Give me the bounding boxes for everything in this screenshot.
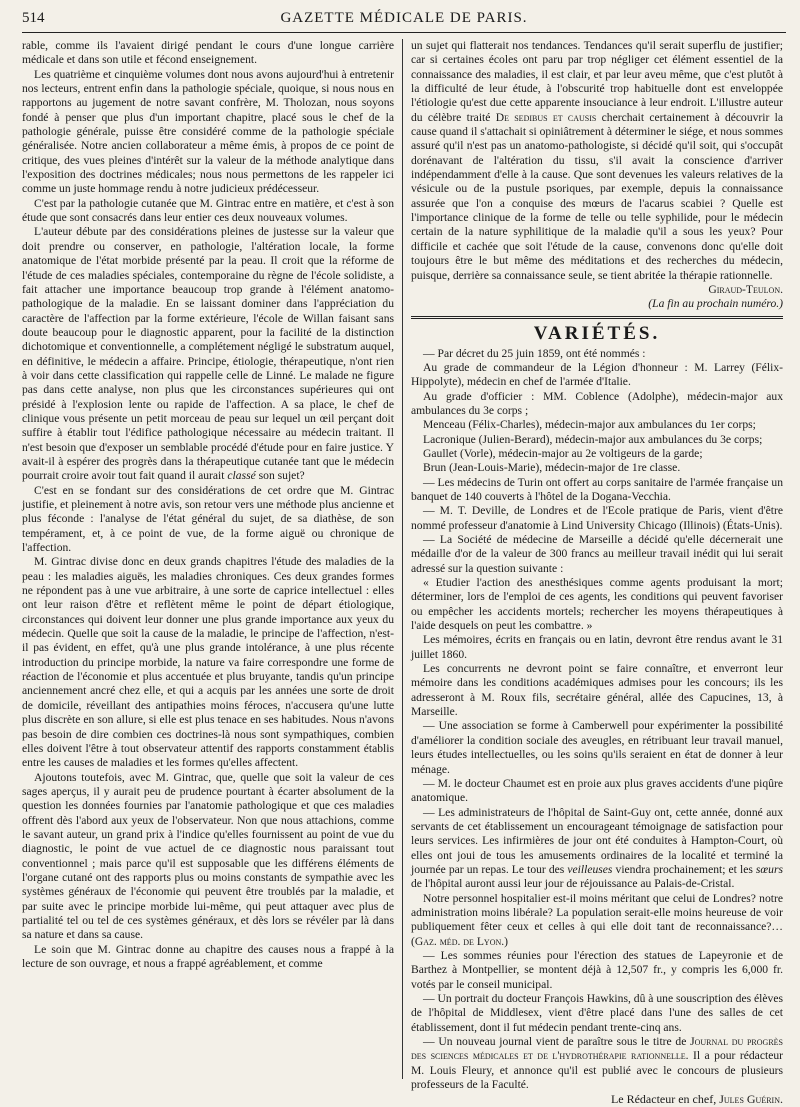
news-item: Menceau (Félix-Charles), médecin-major aux ambulances du 1er corps; <box>423 418 756 432</box>
journal-title: Journal du progrès des sciences médicales et de l'hydrothérapie rationnelle <box>411 1035 783 1063</box>
emphasis: veilleuses <box>567 862 613 876</box>
news-item: Au grade d'officier : MM. Coblence (Adolphe), médecin-major aux ambulances du 3e corps ; <box>411 389 783 417</box>
news-item: — M. le docteur Chaumet est en proie aux plus graves accidents d'une piqûre anatomique. <box>411 776 783 805</box>
editor-label: Le Rédacteur en chef, <box>610 1092 720 1107</box>
page-header <box>22 6 786 33</box>
left-column <box>22 39 402 1079</box>
news-item <box>411 1035 783 1092</box>
right-column <box>403 39 784 1107</box>
paragraph-text: son sujet? <box>255 469 305 483</box>
paragraph: rable, comme ils l'avaient dirigé pendant le cours d'une longue carrière médicale et dans son utile et fécond enseignement. <box>22 39 394 67</box>
news-item: — Les médecins de Turin ont offert au corps sanitaire de l'armée française un banquet de 140 couverts à l'hôtel de la Dogana-Vecchia. <box>411 475 783 503</box>
news-item <box>411 892 783 949</box>
paragraph-text: — Les administrateurs de l'hôpital de Saint-Guy ont, cette année, donné aux servants de cet établissement un encourageant témoignage de satisfaction pour leurs services. Les infirmières de jour ont été conduites à Hampton-Court, où elles ont joui de tous les amusements ordinaires de la localité et terminé la journée par un repas. Le tour des <box>411 805 783 876</box>
paragraph-text: cherchait certainement à découvrir la cause quand il s'attachait si opiniâtrement à déterminer le siége, et nous sommes assuré qu'il n'est pas un anatomo-pathologiste, si décidé qu'il soit, qui s'occupât dorénavant de l'altération du tissu, s'il avait la conscience d'arriver indépendamment d'elle à la cause. Que sont devenues les valeurs relatives de la vésicule ou de la pustule psoriques, par exemple, depuis la connaissance assurée que l'on a conquise des mœurs de l'acarus scabiei ? Quelle est l'importance clinique de la forme de telle ou telle syphilide, pour le médecin certain de la nature syphilitique de la maladie qu'il a sous les yeux? Pour difficile et cachée que soit l'étude de la cause, convenons donc qu'elle doit toujours être le but même des méditations et des recherches du médecin, puisque, derrière sa connaissance seule, se tient abritée la thérapie rationnelle. <box>411 110 784 282</box>
news-item: Au grade de commandeur de la Légion d'honneur : M. Larrey (Félix-Hippolyte), médecin en chef de l'armée d'Italie. <box>411 360 783 389</box>
news-item: — Un portrait du docteur François Hawkins, dû à une souscription des élèves de l'hôpital de Middlesex, vient d'être placé dans l'une des salles de cet établissement, dont il fut médecin pendant trente-cinq ans. <box>411 992 783 1034</box>
paragraph-text: — Un nouveau journal vient de paraître sous le titre de <box>423 1035 691 1049</box>
paragraph: Les quatrième et cinquième volumes dont nous avons aujourd'hui à entretenir nos lecteurs, entrent enfin dans la pathologie spéciale, quoique, si nous nous en rapportons au jugement de notre savant confrère, M. Tholozan, nous soyons fondé à penser que plus d'un important chapitre, placé sous le chef de la pathologie générale, puisse être considéré comme de la pathologie spéciale généralisée. Notre ancien collaborateur a même émis, à propos de ce point de critique, des vues pleines d'intérêt sur la valeur de la méthode analytique dans l'exposition des doctrines médicales; nous nous permettons de les rappeler ici comme un juste hommage rendu à notre judicieux prédécesseur. <box>22 67 394 196</box>
section-divider <box>411 316 783 319</box>
paragraph-text: un sujet qui flatterait nos tendances. Tendances qu'il serait superflu de justifier; car si certaines écoles ont paru par trop négliger cet élément essentiel de la connaissance des maladies, il est clair, et par leur aveu même, que c'est plutôt à la difficulté de leur étude, à l'obscurité trop habituelle dont est enveloppée l'étiologie qu'est due cette apparente insouciance à leur endroit. L'illustre auteur du célèbre traité <box>411 39 783 124</box>
news-item <box>411 806 783 892</box>
author-signature: Giraud-Teulon. <box>708 282 783 296</box>
text-columns <box>22 39 786 1107</box>
paragraph-text: viendra prochainement; et les <box>612 862 756 876</box>
news-item: — La Société de médecine de Marseille a décidé qu'elle décernerait une médaille d'or de la valeur de 300 francs au meilleur travail inédit qui lui serait adressé sur la question suivante : <box>411 533 783 575</box>
paragraph-text: L'auteur débute par des considérations pleines de justesse sur la valeur que doit prendre ou conserver, en pathologie, l'altération locale, la forme anatomique de l'état morbide présenté par la peau. Il croit que la réforme de l'étude de ces maladies spéciales, contemporaine du règne de l'école solidiste, a fait attacher une importance beaucoup trop grande à l'élément anatomo-pathologique de la maladie. En se laissant dominer dans l'appréciation du caractère de l'affection par la forme extérieure, l'école de Willan faisant sans doute beaucoup pour le diagnostic apparent, pour la facilité de la distinction dichotomique et conventionnelle, a complétement négligé le substratum auquel, en définitive, le médecin a affaire. Principe, étiologie, thérapeutique, n'ont rien à voir dans cette classification qui rappelle celle de Linné. Le malade ne figure pas dans cette analyse, non plus que les circonstances supérieures qui ont présidé à l'explosion lente ou rapide de l'affection. A sa place, le chef de clinique vous présente un petit morceau de peau sur lequel un œil perçant doit suffire à établir tout l'édifice pathologique nécessaire au médecin traitant. Il n'est besoin que d'exposer un semblable procédé d'étude pour en faire justice. Y avait-il à espérer des progrès dans la thérapeutique cutanée tant que le médecin pourrait croire avoir tout fait quand il aurait <box>22 225 394 483</box>
running-head: GAZETTE MÉDICALE DE PARIS. <box>280 10 528 26</box>
section-title: VARIÉTÉS. <box>533 322 661 344</box>
news-item: Brun (Jean-Louis-Marie), médecin-major de 1re classe. <box>423 461 681 475</box>
page-number: 514 <box>22 10 45 26</box>
news-item: Les concurrents ne devront point se faire connaître, et enverront leur mémoire dans les conditions académiques admises pour les concours; ils les adresseront à M. Roux fils, secrétaire général, allée des Capucines, 13, à Marseille. <box>411 662 783 719</box>
paragraph: M. Gintrac divise donc en deux grands chapitres l'étude des maladies de la peau : les maladies aiguës, les maladies chroniques. Ces deux grandes formes ne répondent pas à une vue arbitraire, à une sorte de caprice intellectuel : elles ont leur raison d'être et reflètent même le point de départ étiologique, circonstances qui doivent leur donner une plus grande importance aux yeux du médecin. Quelle que soit la cause de la maladie, le principe de l'affection, n'est-il pas évident, en effet, qu'à une plus grande intolérance, à une plus récente introduction du principe morbide, la nature va faire correspondre une forme de réaction de l'économie et plus accentuée et plus bruyante, tandis qu'un principe anciennement ancré chez elle, et qui a acquis par les années une sorte de droit de domicile, réveillant des antipathies moins féroces, n'accusera qu'une lutte plus discrète en son allure, si elle est plus tenace en ses habitudes. Nous n'avons pas besoin de dire combien ces doctrines-là nous sont sympathiques, combien elles doivent l'être à tout observateur attentif des rapports constamment établis entre les causes de maladies et les formes qu'elles affectent. <box>22 555 394 770</box>
paragraph <box>22 225 394 483</box>
paragraph: C'est par la pathologie cutanée que M. Gintrac entre en matière, et c'est à son étude que sont consacrés dans leur entier ces deux nouveaux volumes. <box>22 196 394 225</box>
news-item: — M. T. Deville, de Londres et de l'Ecole pratique de Paris, vient d'être nommé professeur d'anatomie à Lind University Chicago (Illinois) (États-Unis). <box>411 504 783 532</box>
paragraph: Ajoutons toutefois, avec M. Gintrac, que, quelle que soit la valeur de ces sages aperçus, il y aurait peu de prudence pourtant à écarter absolument de la question les données fournies par l'anatomie pathologique et que ces maladies offrent dès l'abord aux yeux de l'observateur. Non que nous attachions, comme le savant auteur, un grand prix à l'indice qu'elles fournissent au point de vue du diagnostic, le point de vue actuel de ce diagnostic nous paraissant tout conventionnel ; mais parce qu'il est supposable que les différens éléments de l'organe cutané ont des rapports plus ou moins constants de sympathie avec les systèmes généraux de l'économie qui peuvent être troublés par la maladie, et par suite avec le principe morbide lui-même, qui peut attaquer avec plus de partialité tel ou tel de ces systèmes généraux, et dès lors se révéler par là dans sa nature et dans sa cause. <box>22 770 394 942</box>
news-item: Les mémoires, écrits en français ou en latin, devront être rendus avant le 31 juillet 1860. <box>411 633 783 661</box>
news-item: — Une association se forme à Camberwell pour expérimenter la possibilité d'améliorer la condition sociale des aveugles, en rétribuant leur travail manuel, leurs études intellectuelles, ou les soins qu'ils seraient en état de donner à leur ménage. <box>411 719 783 776</box>
news-item: Gaullet (Vorle), médecin-major au 2e voltigeurs de la garde; <box>423 446 703 460</box>
news-item: Lacronique (Julien-Berard), médecin-major aux ambulances du 3e corps; <box>423 432 763 446</box>
paragraph-text: Notre personnel hospitalier est-il moins méritant que celui de Londres? notre administration moins libérale? La population serait-elle moins heureuse de voir publiquement fêter ceux et celles à qui elle doit tant de reconnaissance?… <box>411 891 783 934</box>
continued-note: (La fin au prochain numéro.) <box>648 297 783 311</box>
source-citation: (Gaz. méd. de Lyon.) <box>411 934 509 948</box>
editor-line <box>411 1092 783 1106</box>
paragraph: Le soin que M. Gintrac donne au chapitre des causes nous a frappé à la lecture de son ouvrage, et nous a frappé agréablement, et comme <box>22 942 394 970</box>
paragraph-text: de l'hôpital auront aussi leur jour de réjouissance au Palais-de-Cristal. <box>411 877 735 891</box>
paragraph <box>411 39 783 283</box>
emphasis: sœurs <box>755 862 783 876</box>
news-item: — Les sommes réunies pour l'érection des statues de Lapeyronie et de Barthez à Montpellier, se montent déjà à 12,507 fr., y compris les 6,000 fr. votés par le conseil municipal. <box>411 948 783 991</box>
news-item: — Par décret du 25 juin 1859, ont été nommés : <box>423 346 646 360</box>
paragraph-text: . Il a pour rédacteur M. Louis Fleury, et annonce qu'il est publié avec le concours de plusieurs professeurs de la Faculté. <box>411 1049 783 1092</box>
emphasis: classé <box>227 469 256 483</box>
paragraph: C'est en se fondant sur des considérations de cet ordre que M. Gintrac justifie, et pleinement à notre avis, son retour vers une méthode plus ancienne et plus féconde : l'analyse de l'état général du sujet, de sa diathèse, de son tempérament, et, à ce point de vue, de la forme aiguë ou chronique de l'affection. <box>22 483 394 555</box>
book-title: De sedibus et causis <box>495 110 597 124</box>
editor-name: Jules Guérin. <box>719 1092 783 1107</box>
news-item: « Etudier l'action des anesthésiques comme agents produisant la mort; déterminer, lors de l'emploi de ces agents, les conditions qui peuvent favoriser ou empêcher les accidents mortels; rechercher les moyens thérapeutiques à l'aide desquels on peut les combattre. » <box>411 576 783 633</box>
